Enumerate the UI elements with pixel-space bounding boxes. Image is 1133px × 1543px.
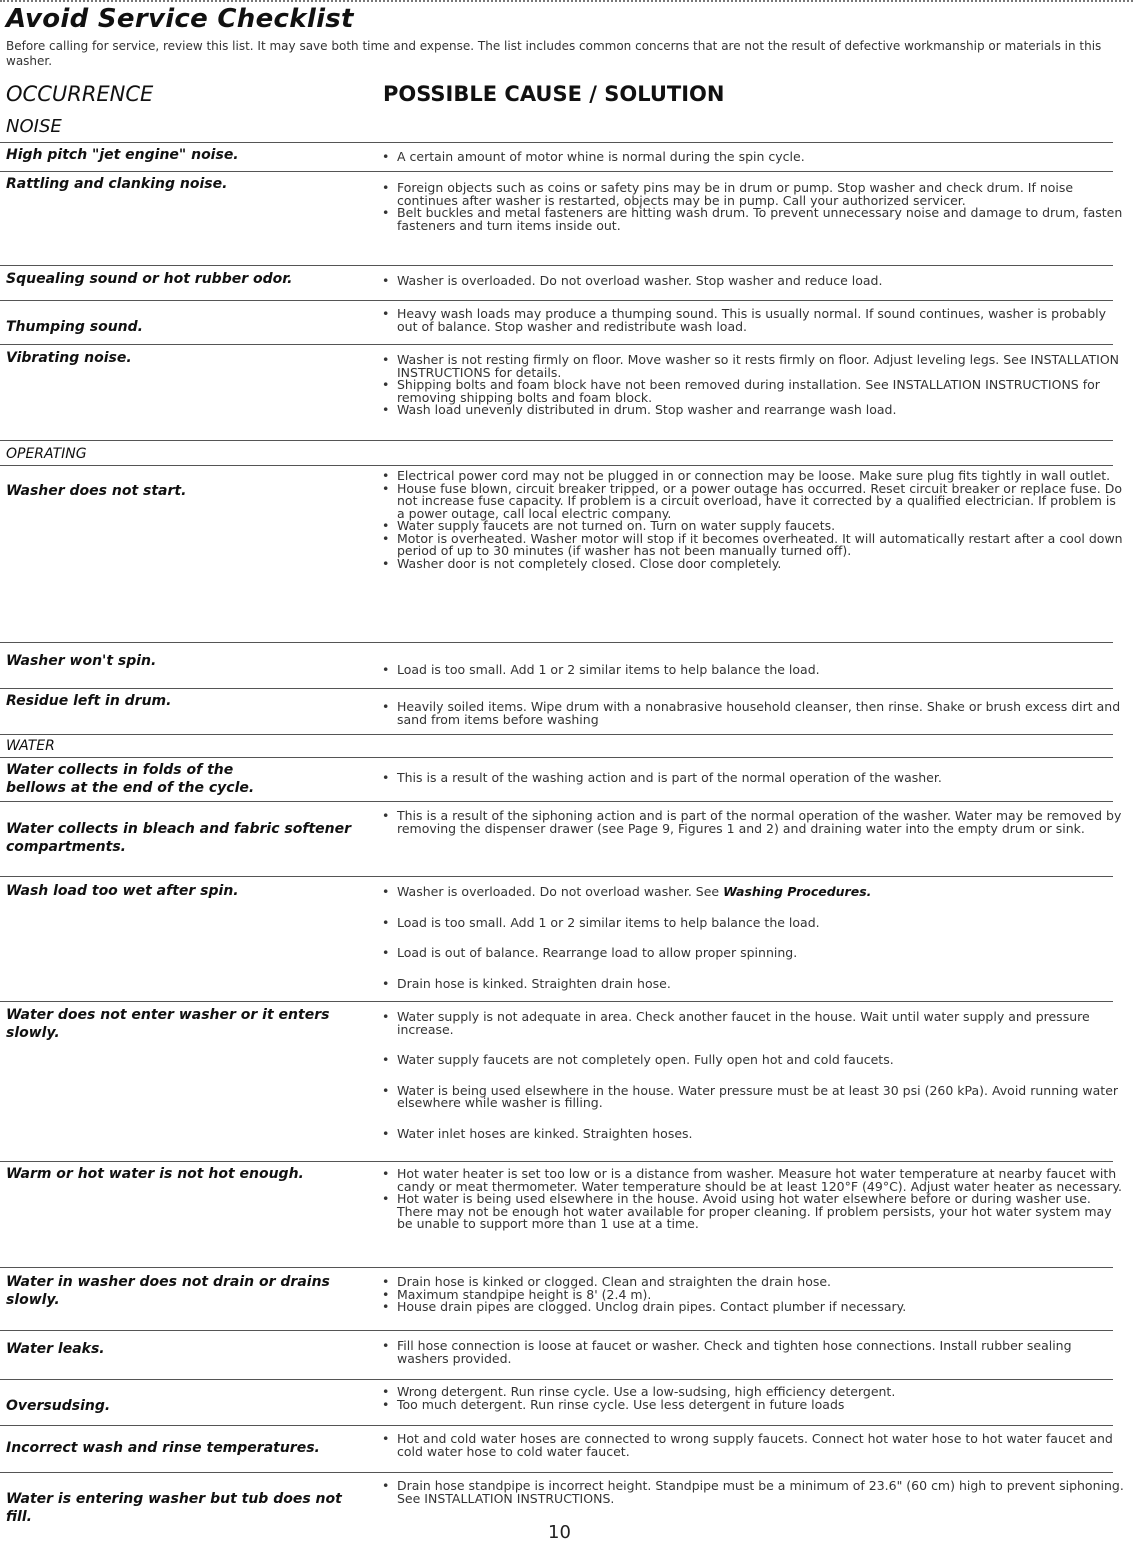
cause-item: • Drain hose is kinked. Straighten drain hose. (382, 975, 671, 991)
cause-item: • House drain pipes are clogged. Unclog drain pipes. Contact plumber if necessary. (382, 1299, 907, 1314)
cause-item: • Hot and cold water hoses are connected to wrong supply faucets. Connect hot water hose to hot water faucet and cold water hose to cold water faucet. (382, 1431, 1113, 1459)
cause-item: • Water inlet hoses are kinked. Straighten hoses. (382, 1125, 693, 1141)
cause-list (381, 1386, 1126, 1411)
page-number: 10 (548, 1522, 571, 1543)
cause-list (381, 1011, 1126, 1140)
divider (0, 1472, 1113, 1473)
occurrence-label: Warm or hot water is not hot enough. (6, 1166, 304, 1182)
page-title: Avoid Service Checklist (6, 4, 354, 34)
cause-list (381, 182, 1126, 232)
divider (0, 1425, 1113, 1426)
occurrence-label: Squealing sound or hot rubber odor. (6, 271, 293, 287)
cause-item: • Shipping bolts and foam block have not been removed during installation. See INSTALLATION INSTRUCTIONS for removing shipping bolts and foam block. (382, 377, 1100, 405)
cause-item: • Load is too small. Add 1 or 2 similar items to help balance the load. (382, 914, 820, 930)
section-noise: NOISE (6, 116, 62, 137)
cause-item: • Water supply is not adequate in area. Check another faucet in the house. Wait until water supply and pressure increase. (382, 1009, 1090, 1037)
cause-item: • Electrical power cord may not be plugged in or connection may be loose. Make sure plug fits tightly in wall outlet. (382, 468, 1111, 483)
cause-list (381, 772, 1126, 785)
cause-item: • This is a result of the washing action and is part of the normal operation of the washer. (382, 770, 942, 785)
occurrence-label: Water leaks. (6, 1341, 105, 1357)
divider (0, 801, 1113, 802)
cause-item: • Load is too small. Add 1 or 2 similar items to help balance the load. (382, 662, 820, 677)
cause-item: • Wrong detergent. Run rinse cycle. Use a low-sudsing, high efficiency detergent. (382, 1384, 896, 1399)
divider (0, 1330, 1113, 1331)
occurrence-label: Water in washer does not drain or drains slowly. (6, 1274, 330, 1308)
occurrence-label: Water is entering washer but tub does not fill. (6, 1491, 342, 1525)
cause-item: • Hot water heater is set too low or is a distance from washer. Measure hot water temperature at nearby faucet with candy or meat thermometer. Water temperature should be at least 120°F (49°C). Adjust water heater as necessary. (382, 1166, 1122, 1194)
cause-item: • Water is being used elsewhere in the house. Water pressure must be at least 30 psi (260 kPa). Avoid running water elsewhere while washer is filling. (382, 1082, 1119, 1110)
cause-item: • Washer is not resting firmly on floor. Move washer so it rests firmly on floor. Adjust leveling legs. See INSTALLATION INSTRUCTIONS for details. (382, 352, 1120, 380)
occurrence-label: Rattling and clanking noise. (6, 176, 228, 192)
occurrence-heading: OCCURRENCE (6, 82, 154, 106)
cause-item: • Maximum standpipe height is 8' (2.4 m). (382, 1286, 652, 1302)
cause-item: • Hot water is being used elsewhere in the house. Avoid using hot water elsewhere before or during washer use. There may not be enough hot water available for proper cleaning. If problem persists, your hot water system may be unable to support more than 1 use at a time. (382, 1191, 1112, 1231)
occurrence-label: Water collects in folds of the bellows at the end of the cycle. (6, 762, 255, 796)
occurrence-label: Washer won't spin. (6, 653, 157, 669)
divider (0, 1379, 1113, 1380)
cause-list (381, 1433, 1126, 1458)
divider (0, 142, 1113, 143)
occurrence-label: Wash load too wet after spin. (6, 883, 239, 899)
intro-text: Before calling for service, review this list. It may save both time and expense. The list includes common concerns that are not the result of defective workmanship or materials in this washer. (6, 39, 1102, 68)
divider (0, 876, 1113, 877)
divider (0, 265, 1113, 266)
cause-list (381, 275, 1126, 288)
divider (0, 440, 1113, 441)
occurrence-label: Washer does not start. (6, 483, 187, 499)
divider (0, 171, 1113, 172)
cause-item: • Load is out of balance. Rearrange load to allow proper spinning. (382, 945, 798, 960)
divider (0, 642, 1113, 643)
cause-list (381, 886, 1126, 990)
divider (0, 734, 1113, 735)
occurrence-label: Vibrating noise. (6, 350, 132, 366)
divider (0, 300, 1113, 301)
occurrence-label: Water collects in bleach and fabric softener compartments. (6, 821, 351, 855)
cause-item: • Too much detergent. Run rinse cycle. Use less detergent in future loads (382, 1396, 845, 1412)
occurrence-label: Incorrect wash and rinse temperatures. (6, 1440, 320, 1456)
occurrence-label: Water does not enter washer or it enters slowly. (6, 1007, 330, 1041)
cause-item: • Drain hose standpipe is incorrect height. Standpipe must be a minimum of 23.6" (60 cm) high to prevent siphoning. See INSTALLATION INSTRUCTIONS. (382, 1478, 1124, 1506)
cause-item: • This is a result of the siphoning action and is part of the normal operation of the washer. Water may be removed by removing the dispenser drawer (see Page 9, Figures 1 and 2) and draining water into the empty drum or sink. (382, 808, 1122, 836)
cause-list (381, 1480, 1126, 1505)
emphasis-text: Washing Procedures. (723, 884, 872, 899)
cause-list (381, 810, 1126, 835)
divider (0, 344, 1113, 345)
divider (0, 465, 1113, 466)
divider (0, 1267, 1113, 1268)
divider (0, 757, 1113, 758)
cause-list (381, 1340, 1126, 1365)
cause-item: • Washer door is not completely closed. Close door completely. (382, 555, 782, 571)
cause-list (381, 1168, 1126, 1231)
cause-item: • Wash load unevenly distributed in drum. Stop washer and rearrange wash load. (382, 402, 897, 417)
cause-heading: POSSIBLE CAUSE / SOLUTION (383, 82, 725, 106)
cause-list (381, 308, 1126, 333)
cause-item: • Foreign objects such as coins or safety pins may be in drum or pump. Stop washer and check drum. If noise continues after washer is restarted, objects may be in pump. Call your authorized servicer. (382, 180, 1074, 208)
cause-item: • Washer is overloaded. Do not overload washer. See Washing Procedures. (382, 884, 872, 899)
cause-list (381, 664, 1126, 677)
occurrence-label: Residue left in drum. (6, 693, 172, 709)
cause-item: • Drain hose is kinked or clogged. Clean and straighten the drain hose. (382, 1274, 832, 1289)
cause-list (381, 470, 1126, 570)
cause-list (381, 701, 1126, 726)
divider (0, 688, 1113, 689)
cause-list (381, 151, 1126, 164)
section-water: WATER (6, 738, 55, 754)
cause-item: • Heavy wash loads may produce a thumping sound. This is usually normal. If sound continues, washer is probably out of balance. Stop washer and redistribute wash load. (382, 306, 1107, 334)
cause-item: • Water supply faucets are not completely open. Fully open hot and cold faucets. (382, 1052, 894, 1067)
occurrence-label: Thumping sound. (6, 319, 143, 335)
cause-item: • A certain amount of motor whine is normal during the spin cycle. (382, 149, 805, 164)
occurrence-label: High pitch "jet engine" noise. (6, 147, 239, 163)
section-operating: OPERATING (6, 446, 87, 462)
cause-item: • Heavily soiled items. Wipe drum with a nonabrasive household cleanser, then rinse. Shake or brush excess dirt and sand from items before washing (382, 699, 1121, 727)
cause-list (381, 354, 1126, 417)
cause-list (381, 1276, 1126, 1314)
cause-item: • Belt buckles and metal fasteners are hitting wash drum. To prevent unnecessary noise and damage to drum, fasten fasteners and turn items inside out. (382, 205, 1123, 233)
divider (0, 1001, 1113, 1002)
occurrence-label: Oversudsing. (6, 1398, 111, 1414)
divider (0, 1161, 1113, 1162)
cause-item: • Fill hose connection is loose at faucet or washer. Check and tighten hose connections. Install rubber sealing washers provided. (382, 1338, 1072, 1366)
cause-item: • Washer is overloaded. Do not overload washer. Stop washer and reduce load. (382, 273, 883, 288)
cause-item: • House fuse blown, circuit breaker tripped, or a power outage has occurred. Reset circuit breaker or replace fuse. Do not increase fuse capacity. If problem is a circuit overload, have it corrected by a qualified electrician. If problem is a power outage, call local electric company. (382, 480, 1122, 521)
cause-item: • Water supply faucets are not turned on. Turn on water supply faucets. (382, 518, 836, 533)
cause-item: • Motor is overheated. Washer motor will stop if it becomes overheated. It will automatically restart after a cool down period of up to 30 minutes (if washer has not been manually turned off). (382, 530, 1123, 558)
